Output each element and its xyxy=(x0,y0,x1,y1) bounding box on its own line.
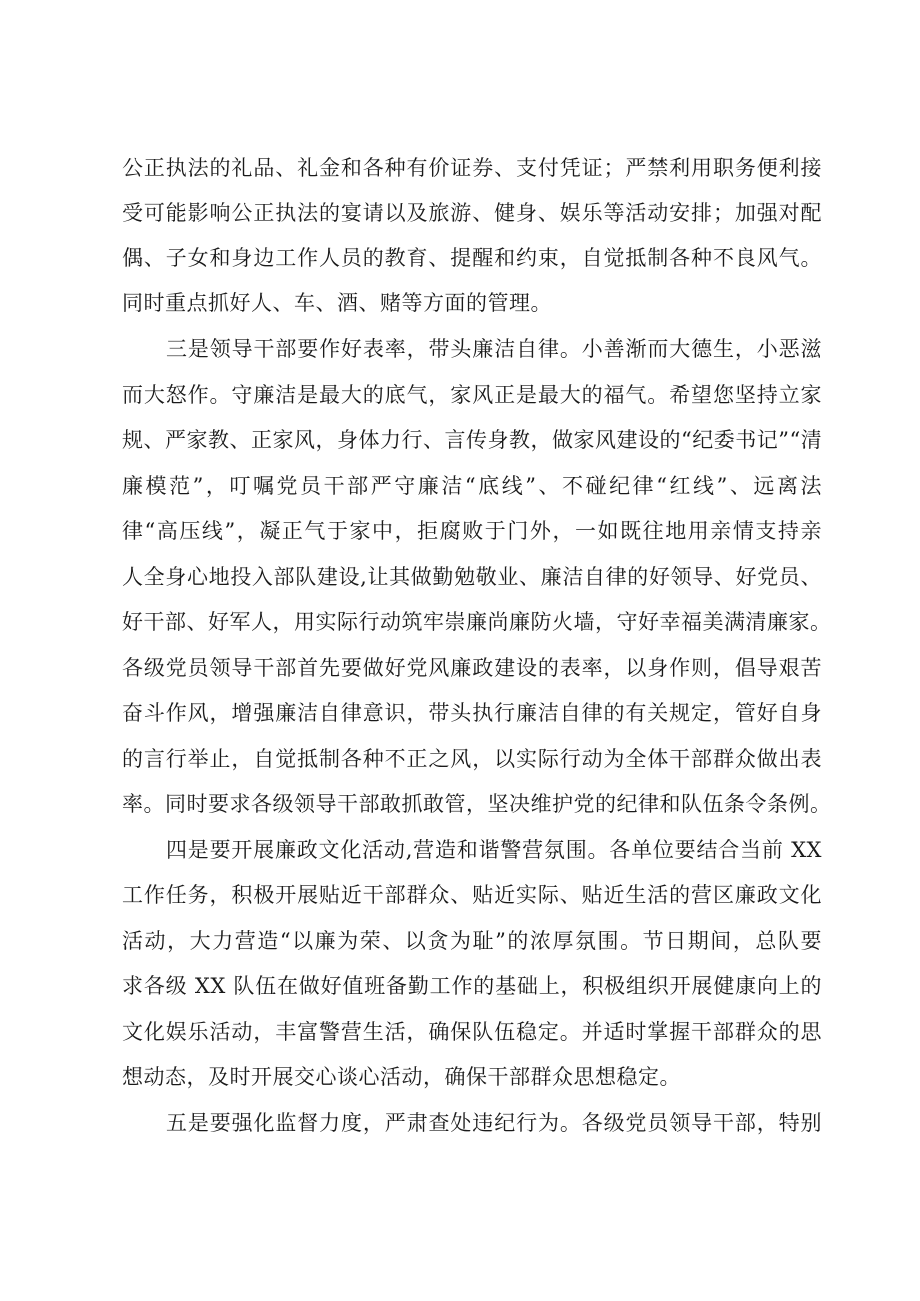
paragraph-heading-line: 四是要开展廉政文化活动,营造和谐警营氛围。各单位要结合当前 XX xyxy=(166,838,822,862)
text-line: 的言行举止，自觉抵制各种不正之风，以实际行动为全体干部群众做出表 xyxy=(122,747,822,771)
text-line: 人全身心地投入部队建设,让其做勤勉敬业、廉洁自律的好领导、好党员、 xyxy=(122,565,822,589)
text-line: 工作任务，积极开展贴近干部群众、贴近实际、贴近生活的营区廉政文化 xyxy=(122,883,822,907)
text-line: 同时重点抓好人、车、酒、赌等方面的管理。 xyxy=(122,291,552,315)
paragraph-heading-line: 五是要强化监督力度，严肃查处违纪行为。各级党员领导干部，特别 xyxy=(166,1111,822,1135)
text-line: 受可能影响公正执法的宴请以及旅游、健身、娱乐等活动安排；加强对配 xyxy=(122,201,822,225)
text-line: 文化娱乐活动，丰富警营生活，确保队伍稳定。并适时掌握干部群众的思 xyxy=(122,1020,822,1044)
text-line: 而大怒作。守廉洁是最大的底气，家风正是最大的福气。希望您坚持立家 xyxy=(122,383,822,407)
text-line: 规、严家教、正家风，身体力行、言传身教，做家风建设的“纪委书记”“清 xyxy=(122,428,823,452)
text-line: 律“高压线”，凝正气于家中，拒腐败于门外，一如既往地用亲情支持亲 xyxy=(122,519,822,543)
text-line: 活动，大力营造“以廉为荣、以贪为耻”的浓厚氛围。节日期间，总队要 xyxy=(122,929,822,953)
text-line: 各级党员领导干部首先要做好党风廉政建设的表率，以身作则，倡导艰苦 xyxy=(122,656,822,680)
text-line: 奋斗作风，增强廉洁自律意识，带头执行廉洁自律的有关规定，管好自身 xyxy=(122,701,822,725)
text-line: 公正执法的礼品、礼金和各种有价证券、支付凭证；严禁利用职务便利接 xyxy=(122,156,822,180)
paragraph-heading-line: 三是领导干部要作好表率，带头廉洁自律。小善渐而大德生，小恶滋 xyxy=(166,337,822,361)
text-line: 廉模范”，叮嘱党员干部严守廉洁“底线”、不碰纪律“红线”、远离法 xyxy=(122,474,822,498)
text-line: 想动态，及时开展交心谈心活动，确保干部群众思想稳定。 xyxy=(122,1065,681,1089)
text-line: 偶、子女和身边工作人员的教育、提醒和约束，自觉抵制各种不良风气。 xyxy=(122,246,822,270)
text-line: 好干部、好军人，用实际行动筑牢崇廉尚廉防火墙，守好幸福美满清廉家。 xyxy=(122,610,832,634)
text-line: 率。同时要求各级领导干部敢抓敢管，坚决维护党的纪律和队伍条令条例。 xyxy=(122,792,832,816)
text-line: 求各级 XX 队伍在做好值班备勤工作的基础上，积极组织开展健康向上的 xyxy=(122,974,822,998)
